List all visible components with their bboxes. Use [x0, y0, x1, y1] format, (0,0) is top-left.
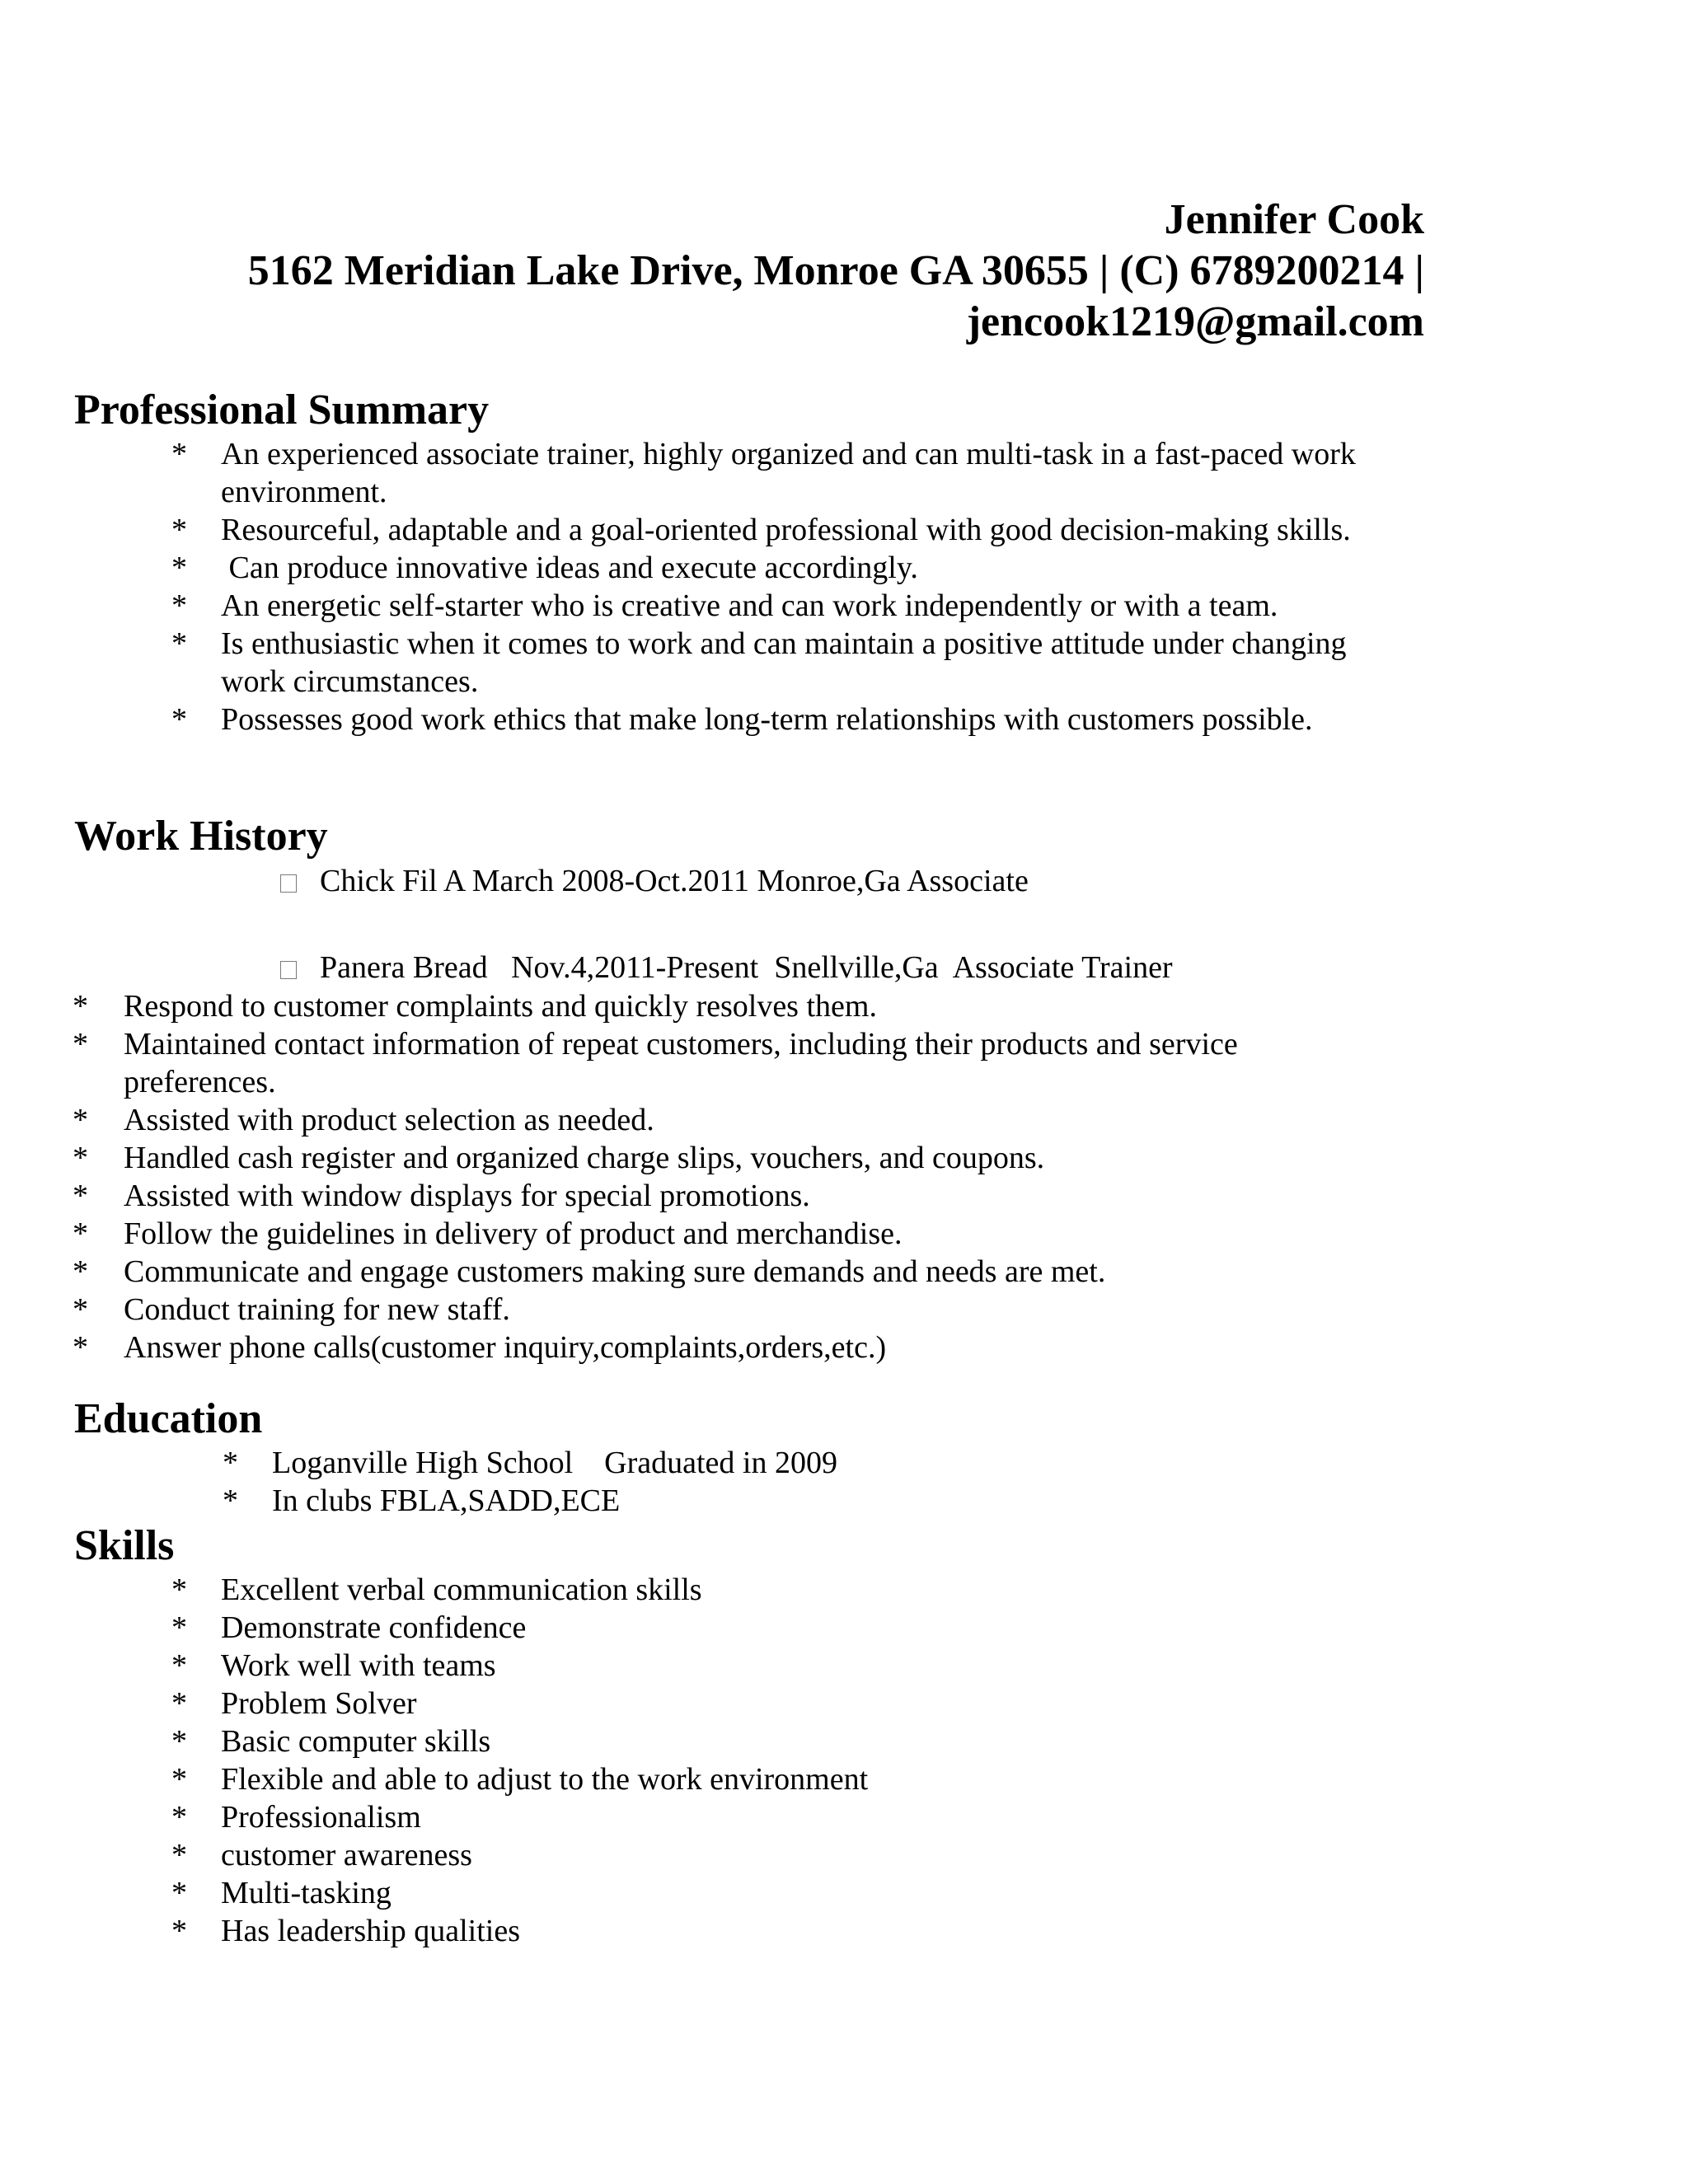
- duty-item-text: Maintained contact information of repeat customers, including their products and service preferences.: [124, 1027, 1238, 1099]
- list-item: [171, 511, 1441, 549]
- bullet-marker: *: [73, 1330, 88, 1365]
- skill-item-text: Excellent verbal communication skills: [221, 1572, 702, 1607]
- skill-item-text: Flexible and able to adjust to the work environment: [221, 1762, 869, 1797]
- bullet-marker: *: [171, 1876, 187, 1910]
- summary-item-text: Can produce innovative ideas and execute accordingly.: [221, 551, 918, 585]
- list-item: [171, 701, 1441, 738]
- list-item: [223, 1482, 1047, 1520]
- bullet-marker: *: [73, 1292, 88, 1327]
- bullet-marker: *: [73, 1254, 88, 1289]
- list-item: [171, 1912, 1160, 1950]
- duty-item-text: Conduct training for new staff.: [124, 1292, 510, 1327]
- duty-item-text: Assisted with product selection as needed.: [124, 1103, 654, 1137]
- skill-item-text: Demonstrate confidence: [221, 1610, 527, 1645]
- bullet-marker: *: [73, 1216, 88, 1251]
- duty-item-text: Answer phone calls(customer inquiry,complaints,orders,etc.): [124, 1330, 887, 1365]
- contact-header: [214, 194, 1424, 348]
- list-item: [171, 549, 1441, 587]
- section-title-work-history: Work History: [74, 813, 328, 860]
- job-entry: [280, 949, 1173, 987]
- list-item: [73, 1253, 1375, 1291]
- education-item-text: Loganville High School Graduated in 2009: [272, 1446, 837, 1480]
- duty-item-text: Respond to customer complaints and quickly resolves them.: [124, 989, 877, 1024]
- list-item: [171, 1571, 1160, 1609]
- list-item: [171, 1836, 1160, 1874]
- checkbox-glyph-icon: [280, 874, 297, 893]
- bullet-marker: *: [171, 437, 187, 471]
- bullet-marker: *: [73, 1179, 88, 1213]
- summary-list: [171, 435, 1441, 738]
- skill-item-text: Work well with teams: [221, 1648, 496, 1683]
- list-item: [171, 1874, 1160, 1912]
- list-item: [73, 1329, 1375, 1366]
- bullet-marker: *: [171, 1610, 187, 1645]
- job-entry-text: Chick Fil A March 2008-Oct.2011 Monroe,Ga Associate: [320, 864, 1029, 898]
- summary-item-text: Is enthusiastic when it comes to work and can maintain a positive attitude under changing work circumstances.: [221, 626, 1347, 699]
- summary-item-text: An energetic self-starter who is creative and can work independently or with a team.: [221, 588, 1278, 623]
- bullet-marker: *: [73, 1103, 88, 1137]
- skill-item-text: Basic computer skills: [221, 1724, 491, 1759]
- list-item: [73, 1215, 1375, 1253]
- bullet-marker: *: [73, 989, 88, 1024]
- duty-item-text: Assisted with window displays for special promotions.: [124, 1179, 810, 1213]
- list-item: [73, 1177, 1375, 1215]
- bullet-marker: *: [171, 702, 187, 737]
- education-item-text: In clubs FBLA,SADD,ECE: [272, 1483, 621, 1518]
- skill-item-text: Problem Solver: [221, 1686, 417, 1721]
- list-item: [223, 1444, 1047, 1482]
- list-item: [73, 1291, 1375, 1329]
- skill-item-text: Has leadership qualities: [221, 1914, 521, 1948]
- bullet-marker: *: [73, 1027, 88, 1062]
- list-item: [73, 987, 1375, 1025]
- address-phone-line: 5162 Meridian Lake Drive, Monroe GA 30655 | (C) 6789200214 |: [247, 247, 1424, 294]
- summary-item-text: An experienced associate trainer, highly organized and can multi-task in a fast-paced work environment.: [221, 437, 1356, 509]
- bullet-marker: *: [171, 626, 187, 661]
- bullet-marker: *: [223, 1446, 238, 1480]
- duty-item-text: Communicate and engage customers making sure demands and needs are met.: [124, 1254, 1106, 1289]
- bullet-marker: *: [171, 1686, 187, 1721]
- list-item: [171, 435, 1441, 511]
- list-item: [171, 1609, 1160, 1647]
- summary-item-text: Possesses good work ethics that make long-term relationships with customers possible.: [221, 702, 1313, 737]
- list-item: [171, 1647, 1160, 1685]
- list-item: [171, 1798, 1160, 1836]
- job-entry: [280, 862, 1029, 900]
- bullet-marker: *: [223, 1483, 238, 1518]
- bullet-marker: *: [171, 1724, 187, 1759]
- full-name: Jennifer Cook: [1164, 196, 1424, 243]
- section-title-professional-summary: Professional Summary: [74, 387, 490, 434]
- skill-item-text: customer awareness: [221, 1838, 472, 1872]
- bullet-marker: *: [171, 1572, 187, 1607]
- email-address: jencook1219@gmail.com: [966, 298, 1424, 345]
- duty-item-text: Handled cash register and organized charge slips, vouchers, and coupons.: [124, 1141, 1045, 1175]
- list-item: [73, 1139, 1375, 1177]
- skill-item-text: Professionalism: [221, 1800, 421, 1835]
- bullet-marker: *: [171, 588, 187, 623]
- skill-item-text: Multi-tasking: [221, 1876, 392, 1910]
- bullet-marker: *: [171, 1762, 187, 1797]
- list-item: [73, 1025, 1375, 1101]
- list-item: [171, 625, 1441, 701]
- bullet-marker: *: [171, 1648, 187, 1683]
- skills-list: [171, 1571, 1160, 1950]
- list-item: [171, 1722, 1160, 1760]
- duties-list: [73, 987, 1375, 1366]
- bullet-marker: *: [73, 1141, 88, 1175]
- job-entry-text: Panera Bread Nov.4,2011-Present Snellville,Ga Associate Trainer: [320, 950, 1173, 985]
- bullet-marker: *: [171, 513, 187, 547]
- bullet-marker: *: [171, 1914, 187, 1948]
- list-item: [171, 1685, 1160, 1722]
- bullet-marker: *: [171, 1838, 187, 1872]
- bullet-marker: *: [171, 551, 187, 585]
- list-item: [73, 1101, 1375, 1139]
- list-item: [171, 587, 1441, 625]
- list-item: [171, 1760, 1160, 1798]
- bullet-marker: *: [171, 1800, 187, 1835]
- section-title-skills: Skills: [74, 1522, 175, 1569]
- section-title-education: Education: [74, 1395, 263, 1442]
- summary-item-text: Resourceful, adaptable and a goal-oriented professional with good decision-making skills.: [221, 513, 1351, 547]
- education-list: [223, 1444, 1047, 1520]
- checkbox-glyph-icon: [280, 961, 297, 979]
- duty-item-text: Follow the guidelines in delivery of product and merchandise.: [124, 1216, 903, 1251]
